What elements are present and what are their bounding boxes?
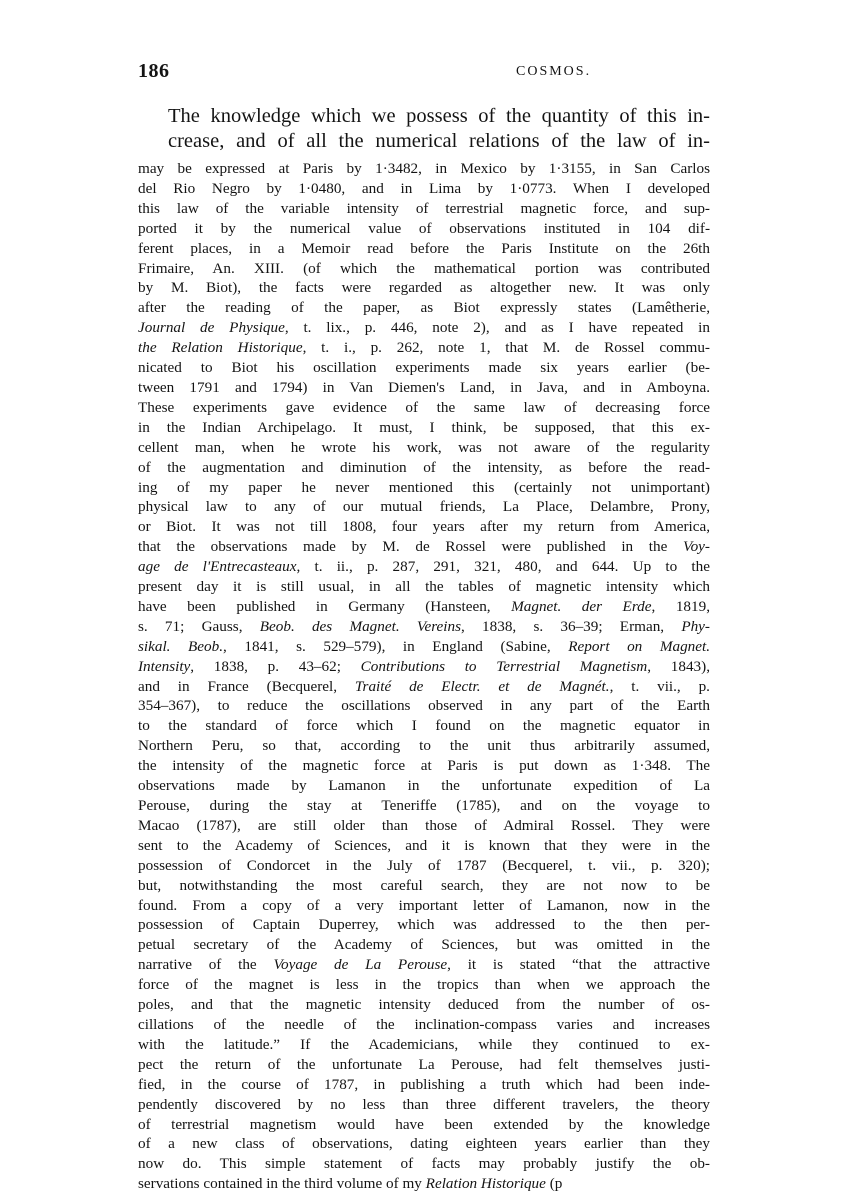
footnote-line [138,278,710,298]
text-run: tween 1791 and 1794) in Van Diemen's Land, in Java, and in Amboyna. [138,378,710,396]
text-run: , t. lix., p. 446, note 2), and as I have repeated in [284,319,710,337]
text-run: observations made by Lamanon in the unfortunate expedition of La [138,777,710,795]
footnote-line [138,776,710,796]
footnote-line [138,1174,710,1194]
footnote-line [138,318,710,338]
footnote-line [138,995,710,1015]
text-run: pect the return of the unfortunate La Perouse, had felt themselves justi- [138,1055,710,1073]
text-run: the intensity of the magnetic force at Paris is put down as 1·348. The [138,757,710,775]
footnote-line [138,219,710,239]
footnote-line [138,876,710,896]
footnote-line [138,298,710,318]
footnote-line [138,458,710,478]
italic-title: Voyage de La Perouse [273,956,448,974]
text-run: servations contained in the third volume of my [138,1175,426,1193]
main-line: The knowledge which we possess of the quantity of this in- [168,105,710,127]
italic-title: Relation Historique [425,1175,546,1193]
text-run: of a new class of observations, dating eighteen years earlier than they [138,1135,710,1153]
text-run: narrative of the [138,956,274,974]
footnote-line [138,915,710,935]
text-run: nicated to Biot his oscillation experiments made six years earlier (be- [138,359,710,377]
footnote-line [138,1115,710,1135]
footnote-line [138,896,710,916]
footnote-line [138,935,710,955]
text-run: have been published in Germany (Hansteen, [138,597,512,615]
footnote-line [138,716,710,736]
italic-title: sikal. Beob. [138,637,224,655]
text-run: cillations of the needle of the inclination-compass varies and increases [138,1015,710,1033]
text-run: These experiments gave evidence of the same law of decreasing force [138,398,710,416]
italic-title: Magnet. der Erde [511,597,652,615]
footnote-paragraph [138,159,710,1194]
text-run: , 1819, [651,597,710,615]
text-run: , 1843), [647,657,710,675]
text-run: , t. ii., p. 287, 291, 321, 480, and 644. Up to the [296,558,710,576]
text-run: , 1838, s. 36–39; Erman, [461,617,682,635]
footnote-line [138,836,710,856]
footnote-line [138,796,710,816]
text-run: present day it is still usual, in all the tables of magnetic intensity which [138,578,710,596]
text-run: Northern Peru, so that, according to the unit thus arbitrarily assumed, [138,737,710,755]
footnote-line [138,1095,710,1115]
footnote-line [138,1015,710,1035]
text-run: Perouse, during the stay at Teneriffe (1785), and on the voyage to [138,797,710,814]
italic-title: Journal de Physique [138,319,285,337]
text-run: by M. Biot), the facts were regarded as altogether new. It was only [138,279,710,297]
footnote [138,159,710,1194]
text-run: of terrestrial magnetism would have been extended by the knowledge [138,1115,710,1133]
footnote-line [138,418,710,438]
footnote-line [138,517,710,537]
italic-title: Voy- [683,538,710,556]
footnote-line [138,597,710,617]
text-run: pendently discovered by no less than three different travelers, the theory [138,1095,710,1113]
footnote-line [138,1075,710,1095]
footnote-line [138,199,710,219]
footnote-line [138,637,710,657]
text-run: cellent man, when he wrote his work, was not aware of the regularity [138,438,710,456]
footnote-line [138,816,710,836]
text-run: sent to the Academy of Sciences, and it is known that they were in the [138,836,710,854]
text-run: del Rio Negro by 1·0480, and in Lima by 1·0773. When I developed [138,179,710,197]
footnote-line [138,1134,710,1154]
footnote-line [138,1035,710,1055]
main-paragraph [138,104,710,154]
text-run: that the observations made by M. de Rossel were published in the [138,538,683,556]
footnote-line [138,179,710,199]
text-run: ferent places, in a Memoir read before the Paris Institute on the 26th [138,239,710,257]
italic-title: Intensity [138,657,191,675]
footnote-line [138,259,710,279]
footnote-line [138,338,710,358]
footnote-line [138,497,710,517]
footnote-line [138,537,710,557]
italic-title: Report on Magnet. [568,637,711,655]
text-run: , t. i., p. 262, note 1, that M. de Rossel commu- [302,339,710,357]
footnote-line [138,856,710,876]
text-run: but, notwithstanding the most careful search, they are not now to be [138,876,710,894]
text-run: after the reading of the paper, as Biot expressly states (Lamêtherie, [138,299,710,317]
text-run: poles, and that the magnetic intensity deduced from the number of os- [138,996,710,1014]
text-run: fied, in the course of 1787, in publishing a truth which had been inde- [138,1075,710,1093]
text-run: in the Indian Archipelago. It must, I think, be supposed, that this ex- [138,418,710,436]
text-run: s. 71; Gauss, [138,617,260,635]
footnote-line [138,1055,710,1075]
text-run: , 1838, p. 43–62; [190,657,361,675]
text-run: , 1841, s. 529–579), in England (Sabine, [223,637,569,655]
footnote-line [138,736,710,756]
footnote-line [138,696,710,716]
italic-title: Contributions to Terrestrial Magnetism [360,657,648,675]
page-number: 186 [138,60,170,82]
main-line: crease, and of all the numerical relations of the law of in- [168,130,710,152]
text-run: (p [545,1175,563,1193]
footnote-line [138,677,710,697]
main-text [138,104,710,154]
footnote-line [138,955,710,975]
text-run: ported it by the numerical value of observations instituted in 104 dif- [138,219,710,237]
text-run: ing of my paper he never mentioned this (certainly not unimportant) [138,478,710,496]
text-run: may be expressed at Paris by 1·3482, in Mexico by 1·3155, in San Carlos [138,160,710,177]
text-run: 354–367), to reduce the oscillations observed in any part of the Earth [138,697,710,715]
text-run: possession of Captain Duperrey, which was addressed to the then per- [138,916,710,934]
footnote-line [138,577,710,597]
footnote-line [138,657,710,677]
footnote-line [138,378,710,398]
text-run: , it is stated “that the attractive [447,956,711,974]
footnote-line [138,398,710,418]
running-head: COSMOS. [516,64,592,79]
text-run: Macao (1787), are still older than those of Admiral Rossel. They were [138,816,710,834]
text-run: of the augmentation and diminution of the intensity, as before the read- [138,458,710,476]
footnote-line [138,756,710,776]
text-run: physical law to any of our mutual friends, La Place, Delambre, Prony, [138,498,710,516]
footnote-line [138,159,710,179]
text-run: , t. vii., p. [609,677,710,695]
text-run: possession of Condorcet in the July of 1787 (Becquerel, t. vii., p. 320); [138,856,710,874]
italic-title: Phy- [681,617,710,635]
footnote-line [138,239,710,259]
footnote-line [138,557,710,577]
footnote-line [138,478,710,498]
text-run: now do. This simple statement of facts may probably justify the ob- [138,1155,710,1173]
text-run: Frimaire, An. XIII. (of which the mathematical portion was contributed [138,259,710,277]
text-run: and in France (Becquerel, [138,677,355,695]
text-run: this law of the variable intensity of terrestrial magnetic force, and sup- [138,199,710,217]
footnote-line [138,1154,710,1174]
italic-title: Traité de Electr. et de Magnét. [354,677,610,695]
text-run: petual secretary of the Academy of Sciences, but was omitted in the [138,936,710,954]
footnote-line [138,617,710,637]
text-run: with the latitude.” If the Academicians, while they continued to ex- [138,1035,710,1053]
italic-title: Beob. des Magnet. Vereins [259,617,462,635]
footnote-line [138,358,710,378]
footnote-line [138,975,710,995]
footnote-line [138,438,710,458]
text-run: force of the magnet is less in the tropics than when we approach the [138,976,710,994]
page-header [138,60,708,84]
italic-title: the Relation Historique [138,339,303,357]
text-run: to the standard of force which I found on the magnetic equator in [138,717,710,735]
text-run: or Biot. It was not till 1808, four years after my return from America, [138,518,710,536]
text-run: found. From a copy of a very important letter of Lamanon, now in the [138,896,710,914]
italic-title: age de l'Entrecasteaux [138,558,297,576]
